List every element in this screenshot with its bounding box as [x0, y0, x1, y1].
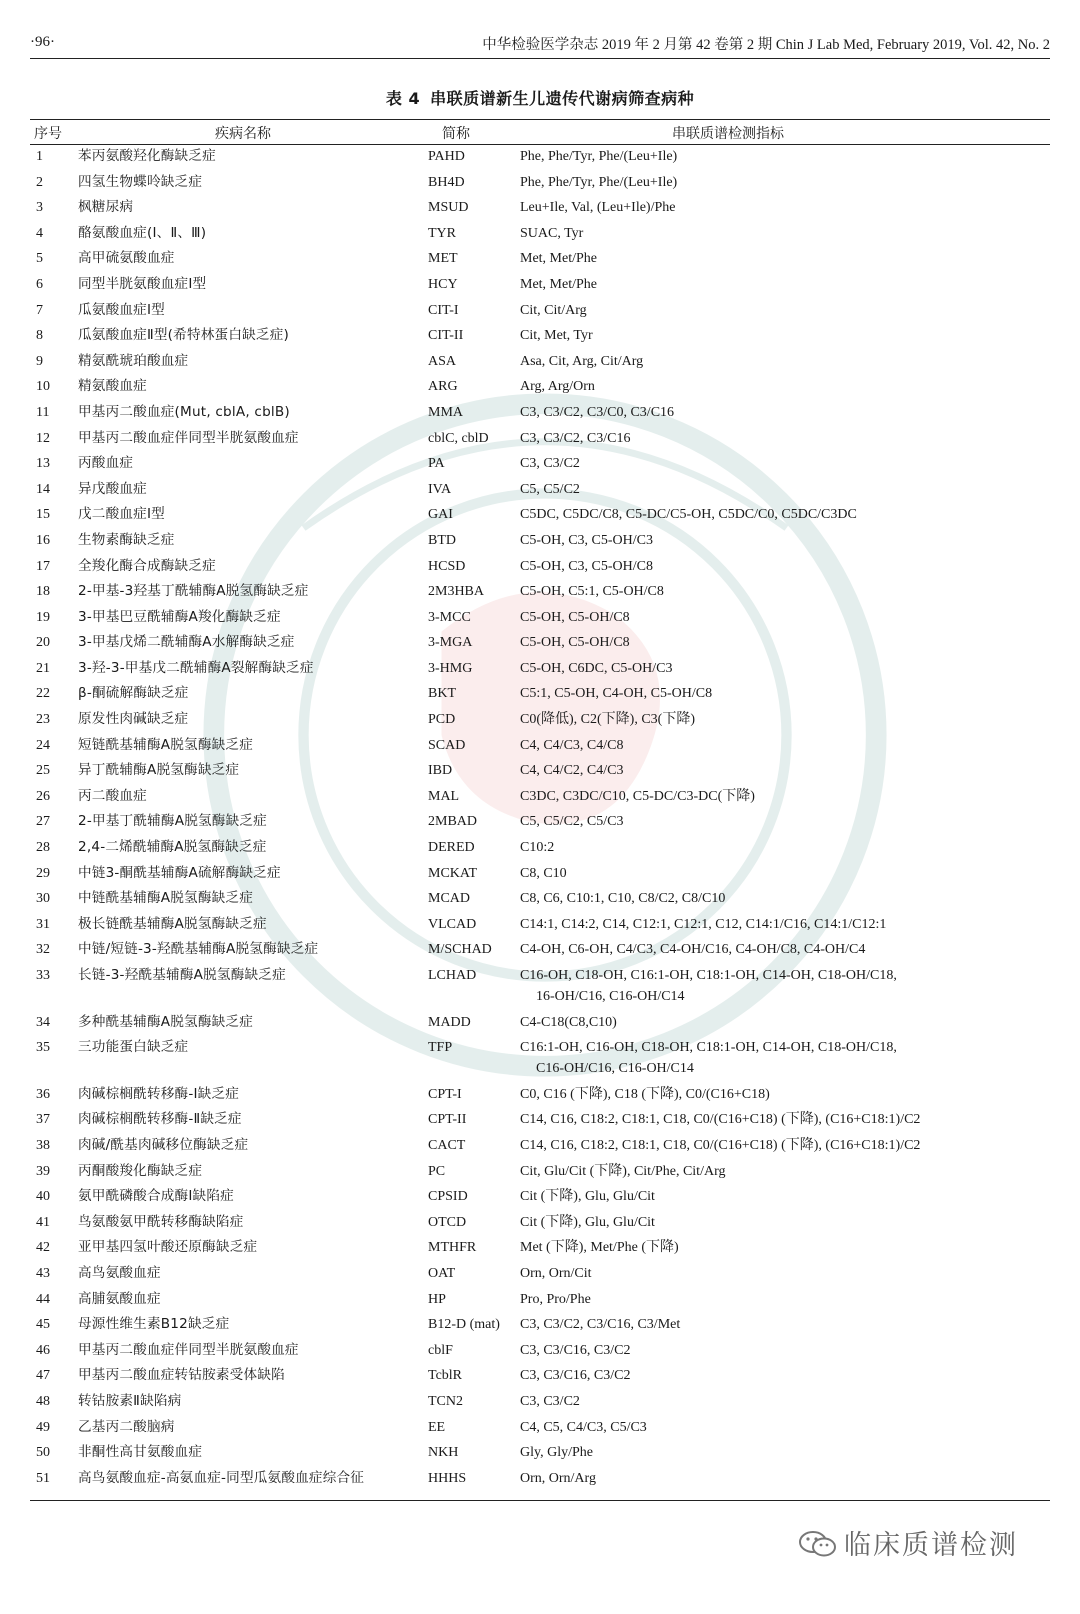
table-row: [30, 504, 1050, 530]
row-number: 46: [36, 1342, 50, 1358]
disease-abbr: HCSD: [428, 558, 466, 574]
row-number: 12: [36, 430, 50, 446]
msms-indicators: C4-C18(C8,C10): [520, 1014, 617, 1030]
disease-name: 短链酰基辅酶A脱氢酶缺乏症: [78, 736, 254, 753]
table-row: [30, 453, 1050, 479]
disease-abbr: IVA: [428, 481, 452, 497]
row-number: 20: [36, 635, 50, 651]
row-number: 13: [36, 456, 50, 472]
msms-indicators: C3, C3/C2, C3/C0, C3/C16: [520, 404, 675, 420]
msms-indicators: C4, C4/C3, C4/C8: [520, 737, 624, 753]
row-number: 43: [36, 1265, 50, 1281]
disease-name: 转钴胺素Ⅱ缺陷病: [78, 1392, 182, 1409]
msms-indicators: C3, C3/C16, C3/C2: [520, 1368, 631, 1384]
disease-name: 高鸟氨酸血症-高氨血症-同型瓜氨酸血症综合征: [78, 1469, 365, 1486]
disease-abbr: OTCD: [428, 1214, 467, 1230]
row-number: 10: [36, 379, 50, 395]
table-row: [30, 1442, 1050, 1468]
msms-indicators: C8, C10: [520, 865, 567, 881]
disease-abbr: 2M3HBA: [428, 584, 485, 600]
table-row: [30, 300, 1050, 326]
msms-indicators: C16:1-OH, C16-OH, C18-OH, C18:1-OH, C14-OH, C18-OH/C18,: [520, 1040, 897, 1056]
row-number: 39: [36, 1163, 50, 1179]
row-number: 41: [36, 1214, 50, 1230]
col-header-disease: 疾病名称: [215, 126, 271, 142]
disease-abbr: EE: [428, 1419, 446, 1435]
table-row: [30, 658, 1050, 684]
disease-abbr: TYR: [428, 225, 456, 241]
disease-name: 瓜氨酸血症Ⅰ型: [78, 301, 165, 318]
row-number: 19: [36, 609, 50, 625]
disease-abbr: MCAD: [428, 891, 471, 907]
table-row: [30, 1391, 1050, 1417]
msms-indicators: Cit, Met, Tyr: [520, 328, 593, 344]
msms-indicators: C4-OH, C6-OH, C4/C3, C4-OH/C16, C4-OH/C8, C4-OH/C4: [520, 942, 866, 958]
table-row: [30, 1314, 1050, 1340]
msms-indicators: C3, C3/C2, C3/C16, C3/Met: [520, 1317, 681, 1333]
disease-name: 3-甲基戊烯二酰辅酶A水解酶缺乏症: [78, 634, 295, 651]
account-name: 临床质谱检测: [844, 1530, 1018, 1561]
msms-indicators: Cit (下降), Glu, Glu/Cit: [520, 1214, 655, 1230]
row-number: 16: [36, 532, 50, 548]
disease-name: 丙二酸血症: [78, 787, 147, 804]
table-row: [30, 888, 1050, 914]
disease-abbr: TFP: [428, 1040, 453, 1056]
table-row: [30, 1468, 1050, 1494]
journal-citation: 中华检验医学杂志 2019 年 2 月第 42 卷第 2 期 Chin J Lab Med, February 2019, Vol. 42, No. 2: [482, 37, 1050, 53]
disease-abbr: HCY: [428, 276, 458, 292]
table-row: [30, 914, 1050, 940]
row-number: 49: [36, 1419, 50, 1435]
row-number: 47: [36, 1368, 50, 1384]
table-row: [30, 172, 1050, 198]
row-number: 35: [36, 1040, 50, 1056]
row-number: 33: [36, 968, 50, 983]
msms-indicators: Cit (下降), Glu, Glu/Cit: [520, 1189, 655, 1205]
msms-indicators-continued: C16-OH/C16, C16-OH/C14: [536, 1061, 694, 1077]
row-number: 32: [36, 942, 50, 958]
table-row: [30, 683, 1050, 709]
disease-name: 甲基丙二酸血症转钴胺素受体缺陷: [78, 1367, 285, 1384]
table-row: [30, 1365, 1050, 1391]
disease-name: 3-甲基巴豆酰辅酶A羧化酶缺乏症: [78, 608, 281, 625]
disease-abbr: M/SCHAD: [428, 942, 492, 958]
col-header-indicators: 串联质谱检测指标: [672, 126, 784, 142]
msms-indicators: Gly, Gly/Phe: [520, 1445, 593, 1461]
msms-indicators: C5-OH, C5:1, C5-OH/C8: [520, 584, 664, 600]
msms-indicators: C10:2: [520, 840, 555, 856]
msms-indicators: C5-OH, C5-OH/C8: [520, 609, 630, 625]
row-number: 23: [36, 712, 50, 728]
disease-abbr: DERED: [428, 840, 475, 856]
table-row: [30, 197, 1050, 223]
disease-abbr: CACT: [428, 1137, 466, 1153]
disease-name: 甲基丙二酸血症(Mut, cblA, cblB): [78, 403, 290, 420]
row-number: 27: [36, 814, 50, 830]
disease-name: 丙酮酸羧化酶缺乏症: [78, 1162, 203, 1179]
disease-abbr: MADD: [428, 1014, 471, 1030]
row-number: 9: [36, 353, 43, 369]
row-number: 21: [36, 660, 50, 676]
msms-indicators: Orn, Orn/Arg: [520, 1470, 596, 1486]
disease-abbr: HP: [428, 1291, 446, 1307]
table-row: [30, 709, 1050, 735]
table-row: [30, 248, 1050, 274]
row-number: 1: [36, 149, 43, 164]
row-number: 51: [36, 1470, 50, 1486]
row-number: 26: [36, 788, 50, 804]
row-number: 7: [36, 302, 43, 318]
disease-name: 高脯氨酸血症: [78, 1290, 161, 1307]
disease-name: 极长链酰基辅酶A脱氢酶缺乏症: [78, 915, 267, 932]
disease-abbr: cblF: [428, 1342, 453, 1358]
disease-name: 丙酸血症: [78, 455, 134, 472]
row-number: 15: [36, 507, 50, 523]
msms-indicators: C5, C5/C2, C5/C3: [520, 814, 624, 830]
msms-indicators: C5:1, C5-OH, C4-OH, C5-OH/C8: [520, 686, 713, 702]
disease-name: 2-甲基-3羟基丁酰辅酶A脱氢酶缺乏症: [78, 583, 309, 600]
disease-abbr: CPT-II: [428, 1112, 467, 1128]
row-number: 29: [36, 865, 50, 881]
table-row: [30, 479, 1050, 505]
table-row: [30, 1212, 1050, 1238]
table-row: [30, 274, 1050, 300]
disease-name: 四氢生物蝶呤缺乏症: [78, 173, 203, 190]
row-number: 42: [36, 1240, 50, 1256]
disease-name: 原发性肉碱缺乏症: [78, 711, 189, 728]
row-number: 37: [36, 1112, 50, 1128]
msms-indicators: C3, C3/C2: [520, 1393, 580, 1409]
disease-name: 非酮性高甘氨酸血症: [78, 1444, 203, 1461]
disease-abbr: OAT: [428, 1265, 456, 1281]
disease-name: 中链酰基辅酶A脱氢酶缺乏症: [78, 890, 254, 907]
disease-name: 母源性维生素B12缺乏症: [78, 1316, 230, 1333]
msms-indicators: C5-OH, C5-OH/C8: [520, 635, 630, 651]
wechat-icon: [798, 1530, 838, 1558]
row-number: 18: [36, 584, 50, 600]
disease-name: 中链/短链-3-羟酰基辅酶A脱氢酶缺乏症: [78, 941, 319, 958]
table-row: [30, 632, 1050, 658]
msms-indicators: Asa, Cit, Arg, Cit/Arg: [520, 353, 644, 369]
msms-indicators: C5-OH, C6DC, C5-OH/C3: [520, 660, 673, 676]
disease-name: 异戊酸血症: [78, 480, 147, 497]
msms-indicators: C3, C3/C2: [520, 456, 580, 472]
disease-name: 2,4-二烯酰辅酶A脱氢酶缺乏症: [78, 839, 267, 856]
table-row: [30, 351, 1050, 377]
disease-abbr: TcblR: [428, 1368, 463, 1384]
table-row: [30, 146, 1050, 172]
table-row: [30, 581, 1050, 607]
table-row: [30, 965, 1050, 1012]
disease-name: 枫糖尿病: [78, 199, 134, 216]
disease-name: 精氨酸血症: [78, 378, 147, 395]
disease-name: 多种酰基辅酶A脱氢酶缺乏症: [78, 1013, 254, 1030]
disease-name: 酪氨酸血症(Ⅰ、Ⅱ、Ⅲ): [78, 224, 207, 241]
disease-abbr: CIT-I: [428, 302, 459, 318]
disease-abbr: BH4D: [428, 174, 465, 190]
disease-abbr: MET: [428, 251, 458, 267]
table-row: [30, 760, 1050, 786]
disease-name: 长链-3-羟酰基辅酶A脱氢酶缺乏症: [78, 967, 286, 983]
msms-indicators: C5DC, C5DC/C8, C5-DC/C5-OH, C5DC/C0, C5DC/C3DC: [520, 507, 857, 523]
row-number: 14: [36, 481, 50, 497]
row-number: 4: [36, 225, 43, 241]
disease-abbr: ARG: [428, 379, 458, 395]
msms-indicators: Phe, Phe/Tyr, Phe/(Leu+Ile): [520, 149, 678, 164]
disease-name: 肉碱棕榈酰转移酶-Ⅱ缺乏症: [78, 1111, 242, 1128]
disease-name: 肉碱棕榈酰转移酶-Ⅰ缺乏症: [78, 1085, 240, 1102]
disease-name: 甲基丙二酸血症伴同型半胱氨酸血症: [78, 429, 299, 446]
msms-indicators: Met, Met/Phe: [520, 276, 597, 292]
msms-indicators: SUAC, Tyr: [520, 225, 584, 241]
table-row: [30, 786, 1050, 812]
row-number: 36: [36, 1086, 50, 1102]
table-header-rule: [30, 144, 1050, 145]
table-row: [30, 1084, 1050, 1110]
disease-name: 瓜氨酸血症Ⅱ型(希特林蛋白缺乏症): [78, 327, 290, 344]
msms-indicators: C3, C3/C2, C3/C16: [520, 430, 631, 446]
disease-abbr: PAHD: [428, 149, 465, 164]
row-number: 30: [36, 891, 50, 907]
msms-indicators: C4, C4/C2, C4/C3: [520, 763, 624, 779]
disease-abbr: cblC, cblD: [428, 430, 489, 446]
table-row: [30, 1161, 1050, 1187]
msms-indicators: Phe, Phe/Tyr, Phe/(Leu+Ile): [520, 174, 678, 190]
disease-abbr: B12-D (mat): [428, 1317, 500, 1333]
disease-name: 3-羟-3-甲基戊二酰辅酶A裂解酶缺乏症: [78, 659, 314, 676]
msms-indicators: C14, C16, C18:2, C18:1, C18, C0/(C16+C18) (下降), (C16+C18:1)/C2: [520, 1137, 921, 1153]
msms-indicators: Cit, Glu/Cit (下降), Cit/Phe, Cit/Arg: [520, 1163, 726, 1179]
disease-abbr: TCN2: [428, 1393, 463, 1409]
table-row: [30, 1186, 1050, 1212]
disease-abbr: HHHS: [428, 1470, 467, 1486]
table-row: [30, 223, 1050, 249]
disease-name: 苯丙氨酸羟化酶缺乏症: [78, 148, 216, 164]
disease-name: 三功能蛋白缺乏症: [78, 1039, 189, 1056]
row-number: 40: [36, 1189, 50, 1205]
disease-name: 肉碱/酰基肉碱移位酶缺乏症: [78, 1136, 249, 1153]
disease-name: 戊二酸血症Ⅰ型: [78, 506, 165, 523]
msms-indicators: C3DC, C3DC/C10, C5-DC/C3-DC(下降): [520, 788, 755, 804]
disease-name: 乙基丙二酸脑病: [78, 1418, 175, 1435]
msms-indicators: C0(降低), C2(下降), C3(下降): [520, 712, 695, 728]
table-row: [30, 939, 1050, 965]
table-row: [30, 556, 1050, 582]
msms-indicators: C16-OH, C18-OH, C16:1-OH, C18:1-OH, C14-OH, C18-OH/C18,: [520, 968, 897, 983]
row-number: 48: [36, 1393, 50, 1409]
disease-name: 2-甲基丁酰辅酶A脱氢酶缺乏症: [78, 813, 267, 830]
table-row: [30, 1263, 1050, 1289]
msms-indicators: Pro, Pro/Phe: [520, 1291, 591, 1307]
table-row: [30, 428, 1050, 454]
table-row: [30, 863, 1050, 889]
table-header: [30, 121, 1050, 143]
disease-abbr: MMA: [428, 404, 464, 420]
disease-name: 异丁酰辅酶A脱氢酶缺乏症: [78, 762, 240, 779]
msms-indicators: C14, C16, C18:2, C18:1, C18, C0/(C16+C18) (下降), (C16+C18:1)/C2: [520, 1112, 921, 1128]
msms-indicators: Met (下降), Met/Phe (下降): [520, 1240, 679, 1256]
table-row: [30, 1289, 1050, 1315]
disease-name: 生物素酶缺乏症: [78, 531, 175, 548]
table-row: [30, 837, 1050, 863]
table-row: [30, 1340, 1050, 1366]
disease-name: 甲基丙二酸血症伴同型半胱氨酸血症: [78, 1341, 299, 1358]
disease-abbr: PCD: [428, 712, 456, 728]
row-number: 2: [36, 174, 43, 190]
table-row: [30, 1109, 1050, 1135]
row-number: 38: [36, 1137, 50, 1153]
row-number: 17: [36, 558, 50, 574]
msms-indicators: C0, C16 (下降), C18 (下降), C0/(C16+C18): [520, 1086, 770, 1102]
row-number: 44: [36, 1291, 50, 1307]
row-number: 6: [36, 276, 43, 292]
table-row: [30, 376, 1050, 402]
disease-abbr: 3-MCC: [428, 609, 471, 625]
table-top-rule: [30, 119, 1050, 120]
disease-abbr: LCHAD: [428, 968, 477, 983]
disease-name: 中链3-酮酰基辅酶A硫解酶缺乏症: [78, 864, 281, 881]
disease-abbr: VLCAD: [428, 916, 477, 932]
disease-abbr: BTD: [428, 532, 456, 548]
msms-indicators: C5, C5/C2: [520, 481, 580, 497]
disease-abbr: MAL: [428, 788, 460, 804]
account-watermark: [798, 1523, 1018, 1562]
row-number: 45: [36, 1317, 50, 1333]
disease-abbr: BKT: [428, 686, 456, 702]
disease-abbr: MCKAT: [428, 865, 478, 881]
row-number: 34: [36, 1014, 50, 1030]
table-row: [30, 530, 1050, 556]
row-number: 24: [36, 737, 50, 753]
msms-indicators: Orn, Orn/Cit: [520, 1265, 592, 1281]
table-row: [30, 1237, 1050, 1263]
table-number: 表 4: [385, 89, 421, 108]
table-caption: [0, 86, 1080, 109]
table-row: [30, 811, 1050, 837]
disease-name: 鸟氨酸氨甲酰转移酶缺陷症: [78, 1213, 244, 1230]
table-row: [30, 735, 1050, 761]
row-number: 31: [36, 916, 50, 932]
table-row: [30, 402, 1050, 428]
row-number: 8: [36, 328, 43, 344]
msms-indicators: C3, C3/C16, C3/C2: [520, 1342, 631, 1358]
table-row: [30, 1417, 1050, 1443]
msms-indicators: Cit, Cit/Arg: [520, 302, 587, 318]
table-row: [30, 607, 1050, 633]
table-title: 串联质谱新生儿遗传代谢病筛查病种: [430, 89, 695, 108]
disease-abbr: 2MBAD: [428, 814, 478, 830]
msms-indicators: C5-OH, C3, C5-OH/C3: [520, 532, 654, 548]
disease-name: 氨甲酰磷酸合成酶Ⅰ缺陷症: [78, 1188, 234, 1205]
row-number: 11: [36, 404, 50, 420]
disease-name: 高甲硫氨酸血症: [78, 250, 175, 267]
disease-abbr: MSUD: [428, 200, 469, 216]
disease-abbr: CIT-II: [428, 328, 464, 344]
msms-indicators: C4, C5, C4/C3, C5/C3: [520, 1419, 647, 1435]
disease-abbr: CPT-I: [428, 1086, 462, 1102]
disease-abbr: GAI: [428, 507, 453, 523]
row-number: 22: [36, 686, 50, 702]
msms-indicators: Met, Met/Phe: [520, 251, 597, 267]
disease-abbr: SCAD: [428, 737, 466, 753]
table-body: [30, 146, 1050, 1493]
disease-abbr: ASA: [428, 353, 457, 369]
disease-abbr: PC: [428, 1163, 446, 1179]
msms-indicators: Leu+Ile, Val, (Leu+Ile)/Phe: [520, 200, 676, 216]
msms-indicators: C8, C6, C10:1, C10, C8/C2, C8/C10: [520, 891, 726, 907]
table-row: [30, 325, 1050, 351]
row-number: 50: [36, 1445, 50, 1461]
disease-name: 精氨酰琥珀酸血症: [78, 352, 189, 369]
disease-name: 亚甲基四氢叶酸还原酶缺乏症: [78, 1239, 258, 1256]
row-number: 25: [36, 763, 50, 779]
col-header-abbr: 简称: [442, 126, 470, 142]
disease-abbr: MTHFR: [428, 1240, 477, 1256]
disease-abbr: 3-HMG: [428, 660, 473, 676]
row-number: 5: [36, 251, 43, 267]
msms-indicators: C5-OH, C3, C5-OH/C8: [520, 558, 654, 574]
running-head: [30, 32, 1050, 59]
disease-name: β-酮硫解酶缺乏症: [78, 685, 189, 702]
disease-abbr: CPSID: [428, 1189, 468, 1205]
table-row: [30, 1037, 1050, 1084]
row-number: 3: [36, 200, 43, 216]
disease-name: 全羧化酶合成酶缺乏症: [78, 557, 216, 574]
table-row: [30, 1012, 1050, 1038]
table-row: [30, 1135, 1050, 1161]
row-number: 28: [36, 840, 50, 856]
page-number: ·96·: [30, 34, 55, 50]
msms-indicators: Arg, Arg/Orn: [520, 379, 595, 395]
disease-abbr: 3-MGA: [428, 635, 473, 651]
col-header-no: 序号: [34, 126, 62, 142]
msms-indicators: C14:1, C14:2, C14, C12:1, C12:1, C12, C14:1/C16, C14:1/C12:1: [520, 916, 887, 932]
table-bottom-rule: [30, 1500, 1050, 1501]
disease-abbr: NKH: [428, 1445, 459, 1461]
disease-name: 同型半胱氨酸血症Ⅰ型: [78, 275, 207, 292]
disease-name: 高鸟氨酸血症: [78, 1264, 161, 1281]
disease-abbr: IBD: [428, 763, 453, 779]
msms-indicators-continued: 16-OH/C16, C16-OH/C14: [536, 989, 685, 1004]
disease-abbr: PA: [428, 456, 445, 472]
